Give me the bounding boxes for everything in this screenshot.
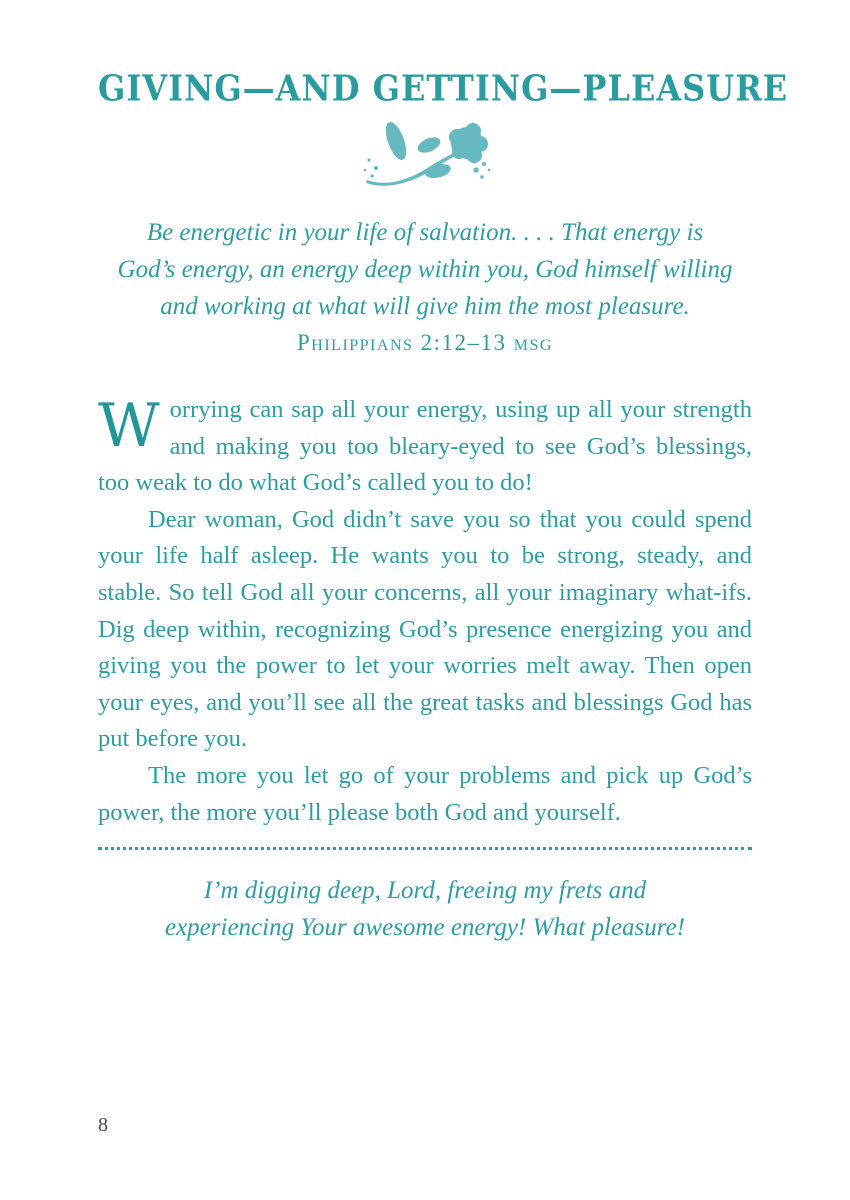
scripture-quote [98, 214, 752, 325]
chapter-title [98, 0, 789, 110]
paragraph-text: Dear woman, God didn’t save you so that you could spend your life half asleep. He wants you to be strong, steady, and stable. So tell God all your concerns, all your imaginary what-ifs. Dig deep within, recognizing God’s presence energizing you and giving you the power to let your worries melt away. Then open your eyes, and you’ll see all the great tasks and blessings God has put before you. [98, 505, 752, 753]
scripture-reference: Philippians 2:12–13 msg [297, 330, 553, 355]
prayer-line: experiencing Your awesome energy! What pleasure! [164, 914, 686, 942]
devotional-body [98, 392, 752, 831]
paragraph-with-dropcap [98, 392, 752, 502]
drop-cap: W [98, 391, 160, 461]
dotted-divider [98, 847, 752, 850]
rose-ornament-icon [359, 118, 491, 190]
prayer-line: I’m digging deep, Lord, freeing my frets and [203, 877, 647, 905]
paragraph-text: orrying can sap all your energy, using up all your strength and making you too bleary-eyed to see God’s blessings, too weak to do what God’s called you to do! [98, 396, 752, 497]
page-number: 8 [98, 1114, 108, 1136]
scripture-line: God’s energy, an energy deep within you, God himself willing [117, 256, 733, 283]
closing-prayer [98, 872, 752, 946]
scripture-line: Be energetic in your life of salvation. . . . That energy is [146, 219, 704, 246]
scripture-line: and working at what will give him the most pleasure. [160, 293, 690, 320]
chapter-title-text: GIVING—AND GETTING—PLEASURE [98, 67, 789, 110]
paragraph-text: The more you let go of your problems and pick up God’s power, the more you’ll please both God and yourself. [98, 761, 752, 826]
ornament-container [98, 118, 752, 190]
